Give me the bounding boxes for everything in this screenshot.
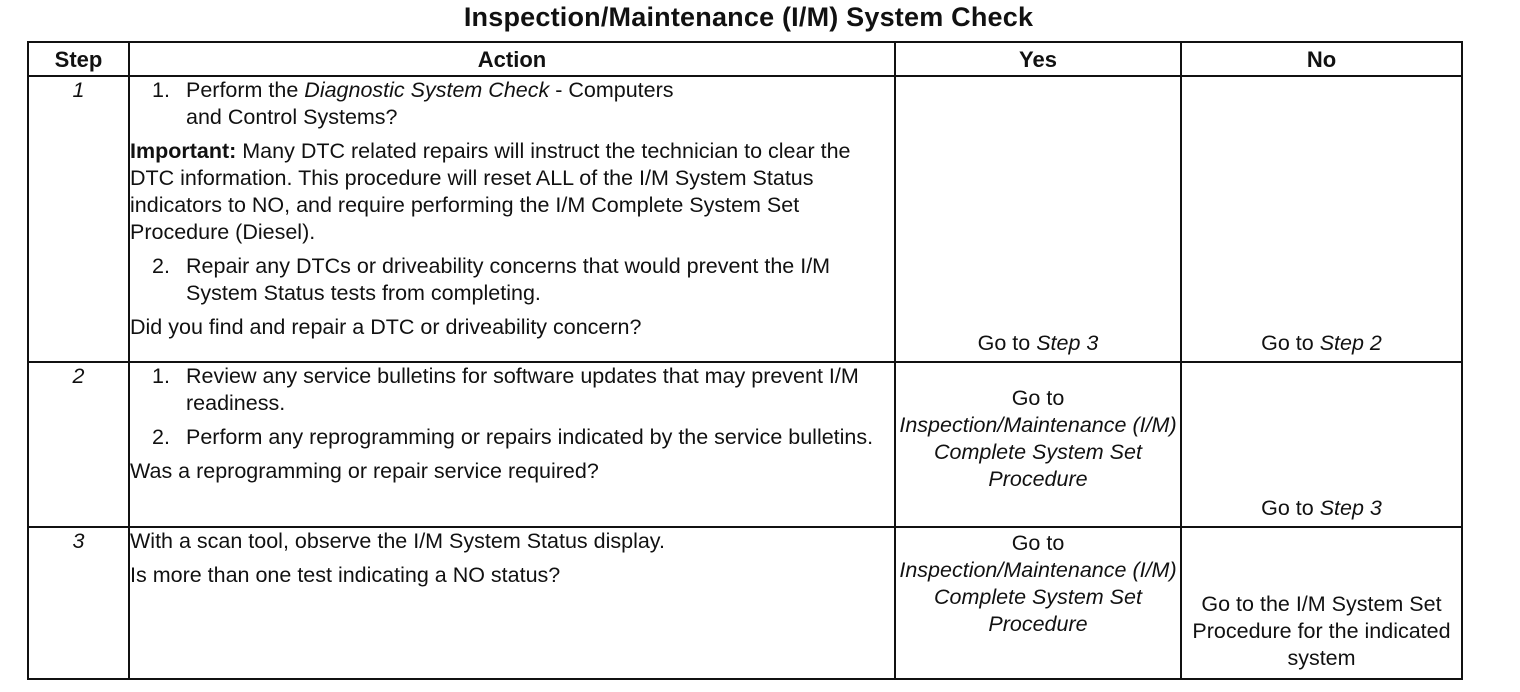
text-span: - Computers	[549, 78, 674, 102]
action-cell	[129, 362, 895, 527]
action-cell	[129, 76, 895, 362]
action-text: With a scan tool, observe the I/M System Status display.	[130, 529, 665, 553]
header-action: Action	[129, 42, 895, 76]
no-cell	[1181, 527, 1462, 679]
yes-cell	[895, 527, 1181, 679]
yes-result	[896, 528, 1180, 638]
no-cell	[1181, 76, 1462, 362]
link-step-3[interactable]: Step 3	[1319, 496, 1382, 520]
header-no: No	[1181, 42, 1462, 76]
list-number: 1.	[152, 364, 170, 388]
no-result	[1182, 495, 1461, 522]
table-row-step-1	[28, 76, 1462, 362]
table-row-step-2	[28, 362, 1462, 527]
no-cell	[1181, 362, 1462, 527]
page-title: Inspection/Maintenance (I/M) System Check	[463, 2, 1034, 32]
list-text: Perform any reprogramming or repairs indicated by the service bulletins.	[186, 425, 874, 449]
text-span: Go to	[1011, 386, 1065, 410]
text-span: and Control Systems?	[186, 105, 398, 129]
table-row-step-3	[28, 527, 1462, 679]
no-result	[1182, 330, 1461, 357]
action-list-item	[130, 253, 894, 307]
action-question: Was a reprogramming or repair service required?	[130, 459, 599, 483]
header-step: Step	[28, 42, 129, 76]
important-text: Many DTC related repairs will instruct the technician to clear the DTC information. This procedure will reset ALL of the I/M System Status indicators to NO, and require performing the I/M Complete System Set Procedure (Diesel).	[130, 139, 851, 244]
link-text-diagnostic-system-check[interactable]: Diagnostic System Check	[304, 78, 550, 102]
yes-result	[896, 330, 1180, 357]
step-number: 2	[28, 362, 129, 527]
action-cell	[129, 527, 895, 679]
list-text: Review any service bulletins for software updates that may prevent I/M readiness.	[186, 364, 859, 415]
text-span: Go to	[977, 331, 1037, 355]
yes-result	[896, 363, 1180, 493]
header-yes: Yes	[895, 42, 1181, 76]
text-span: Go to	[1011, 531, 1065, 555]
text-span: Go to	[1261, 331, 1320, 355]
link-im-complete-system-set-procedure[interactable]: Inspection/Maintenance (I/M) Complete System Set Procedure	[899, 413, 1177, 491]
action-question: Did you find and repair a DTC or driveability concern?	[130, 315, 642, 339]
link-step-3[interactable]: Step 3	[1036, 331, 1099, 355]
action-list-item	[130, 424, 894, 451]
no-result: Go to the I/M System Set Procedure for the indicated system	[1192, 592, 1451, 670]
yes-cell	[895, 76, 1181, 362]
step-number: 1	[28, 76, 129, 362]
list-text	[186, 77, 894, 131]
yes-cell	[895, 362, 1181, 527]
text-span: Perform the	[186, 78, 305, 102]
action-list-item	[130, 363, 894, 417]
step-number: 3	[28, 527, 129, 679]
list-text: Repair any DTCs or driveability concerns that would prevent the I/M System Status tests from completing.	[186, 254, 831, 305]
action-question: Is more than one test indicating a NO status?	[130, 563, 561, 587]
list-number: 2.	[152, 425, 170, 449]
important-note	[130, 138, 894, 246]
system-check-table	[27, 41, 1463, 680]
text-span: Go to	[1261, 496, 1320, 520]
list-number: 1.	[152, 78, 170, 102]
link-step-2[interactable]: Step 2	[1319, 331, 1382, 355]
action-list-item	[130, 77, 894, 131]
header-row	[28, 42, 1462, 76]
list-number: 2.	[152, 254, 170, 278]
important-label: Important:	[130, 139, 237, 163]
link-im-complete-system-set-procedure[interactable]: Inspection/Maintenance (I/M) Complete System Set Procedure	[899, 558, 1177, 636]
